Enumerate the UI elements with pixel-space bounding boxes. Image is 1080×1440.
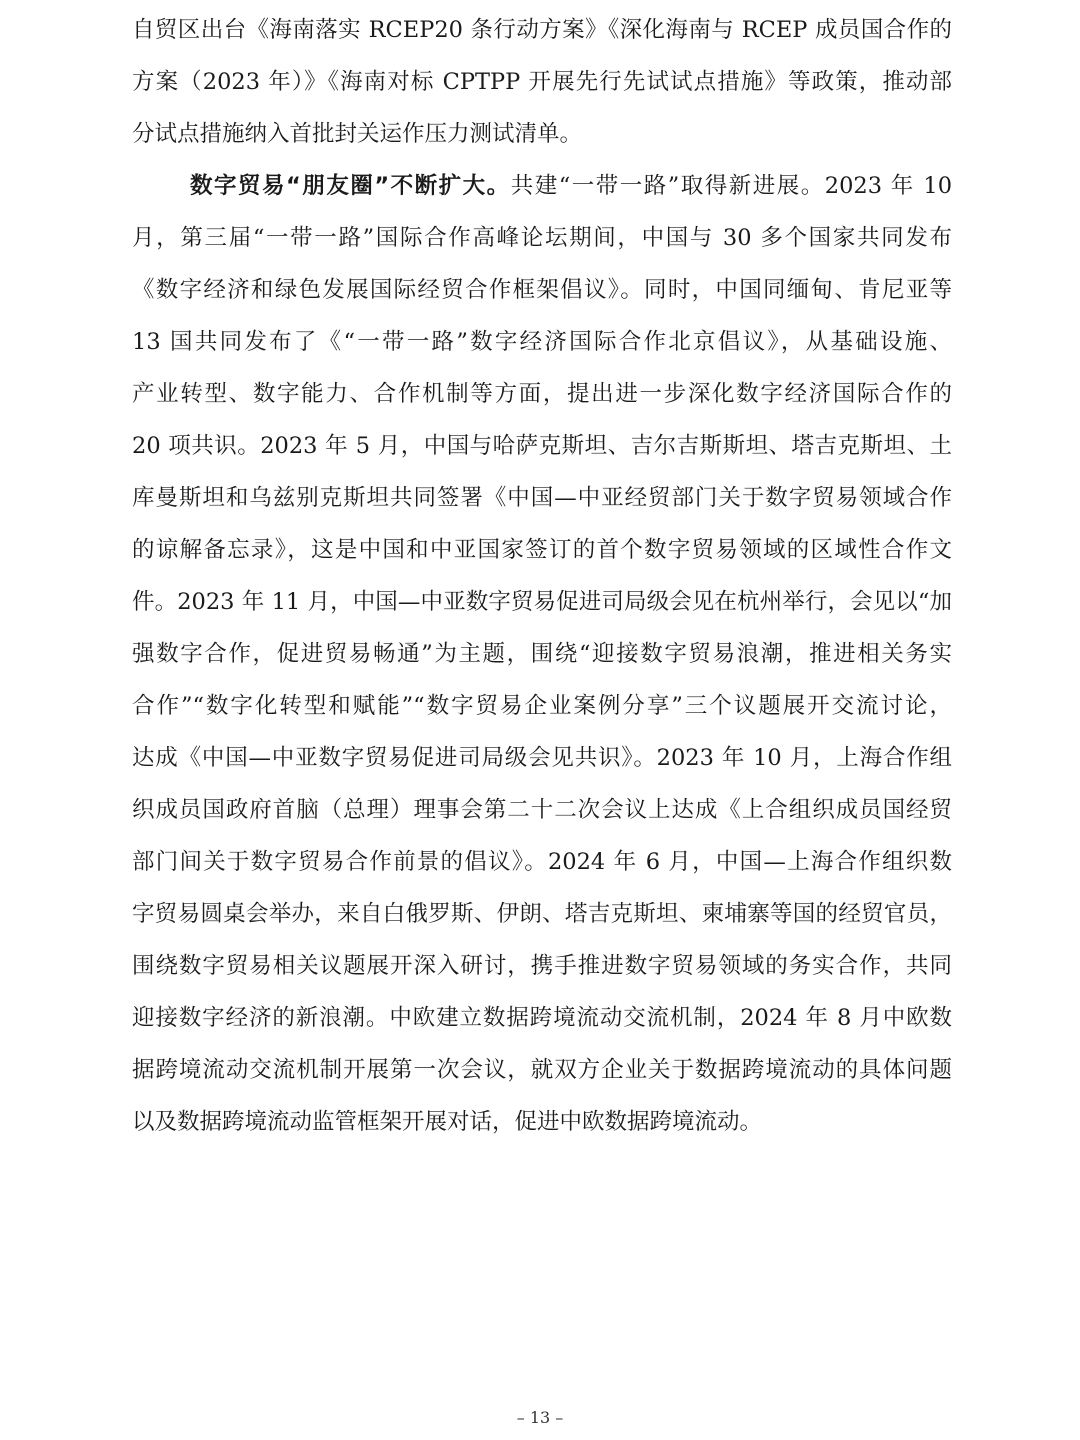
paragraph-line: 迎接数字经济的新浪潮。中欧建立数据跨境流动交流机制，2024 年 8 月中欧数 <box>132 1005 952 1031</box>
paragraph-line: 13 国共同发布了《“一带一路”数字经济国际合作北京倡议》，从基础设施、 <box>132 329 952 355</box>
paragraph-line: 件。2023 年 11 月，中国—中亚数字贸易促进司局级会见在杭州举行，会见以“加 <box>132 589 952 615</box>
paragraph-line: 月，第三届“一带一路”国际合作高峰论坛期间，中国与 30 多个国家共同发布 <box>132 225 952 251</box>
paragraph-line: 织成员国政府首脑（总理）理事会第二十二次会议上达成《上合组织成员国经贸 <box>132 797 952 823</box>
paragraph-first-line-text: 共建“一带一路”取得新进展。2023 年 10 <box>510 173 953 199</box>
paragraph-line: 产业转型、数字能力、合作机制等方面，提出进一步深化数字经济国际合作的 <box>132 381 952 407</box>
paragraph-line: 以及数据跨境流动监管框架开展对话，促进中欧数据跨境流动。 <box>132 1109 763 1135</box>
paragraph-line: 强数字合作，促进贸易畅通”为主题，围绕“迎接数字贸易浪潮，推进相关务实 <box>132 641 952 667</box>
page-number: – 13 – <box>516 1408 564 1427</box>
paragraph-line: 《数字经济和绿色发展国际经贸合作框架倡议》。同时，中国同缅甸、肯尼亚等 <box>132 277 952 303</box>
paragraph-line: 部门间关于数字贸易合作前景的倡议》。2024 年 6 月，中国—上海合作组织数 <box>132 849 952 875</box>
paragraph-line: 库曼斯坦和乌兹别克斯坦共同签署《中国—中亚经贸部门关于数字贸易领域合作 <box>132 485 952 511</box>
paragraph-line: 达成《中国—中亚数字贸易促进司局级会见共识》。2023 年 10 月，上海合作组 <box>132 745 952 771</box>
paragraph-line: 围绕数字贸易相关议题展开深入研讨，携手推进数字贸易领域的务实合作，共同 <box>132 953 952 979</box>
paragraph-line: 自贸区出台《海南落实 RCEP20 条行动方案》《深化海南与 RCEP 成员国合作的 <box>132 17 952 43</box>
section-heading: 数字贸易“朋友圈”不断扩大。 <box>190 173 511 199</box>
paragraph-line: 据跨境流动交流机制开展第一次会议，就双方企业关于数据跨境流动的具体问题 <box>132 1057 952 1083</box>
paragraph-first-line <box>190 166 952 206</box>
paragraph-line: 的谅解备忘录》，这是中国和中亚国家签订的首个数字贸易领域的区域性合作文 <box>132 537 952 563</box>
paragraph-line: 方案（2023 年）》《海南对标 CPTPP 开展先行先试试点措施》等政策，推动部 <box>132 69 952 95</box>
paragraph-line: 字贸易圆桌会举办，来自白俄罗斯、伊朗、塔吉克斯坦、柬埔寨等国的经贸官员， <box>132 901 952 927</box>
paragraph-line: 分试点措施纳入首批封关运作压力测试清单。 <box>132 121 583 147</box>
paragraph-line: 20 项共识。2023 年 5 月，中国与哈萨克斯坦、吉尔吉斯斯坦、塔吉克斯坦、土 <box>132 433 952 459</box>
paragraph-line: 合作”“数字化转型和赋能”“数字贸易企业案例分享”三个议题展开交流讨论， <box>132 693 952 719</box>
